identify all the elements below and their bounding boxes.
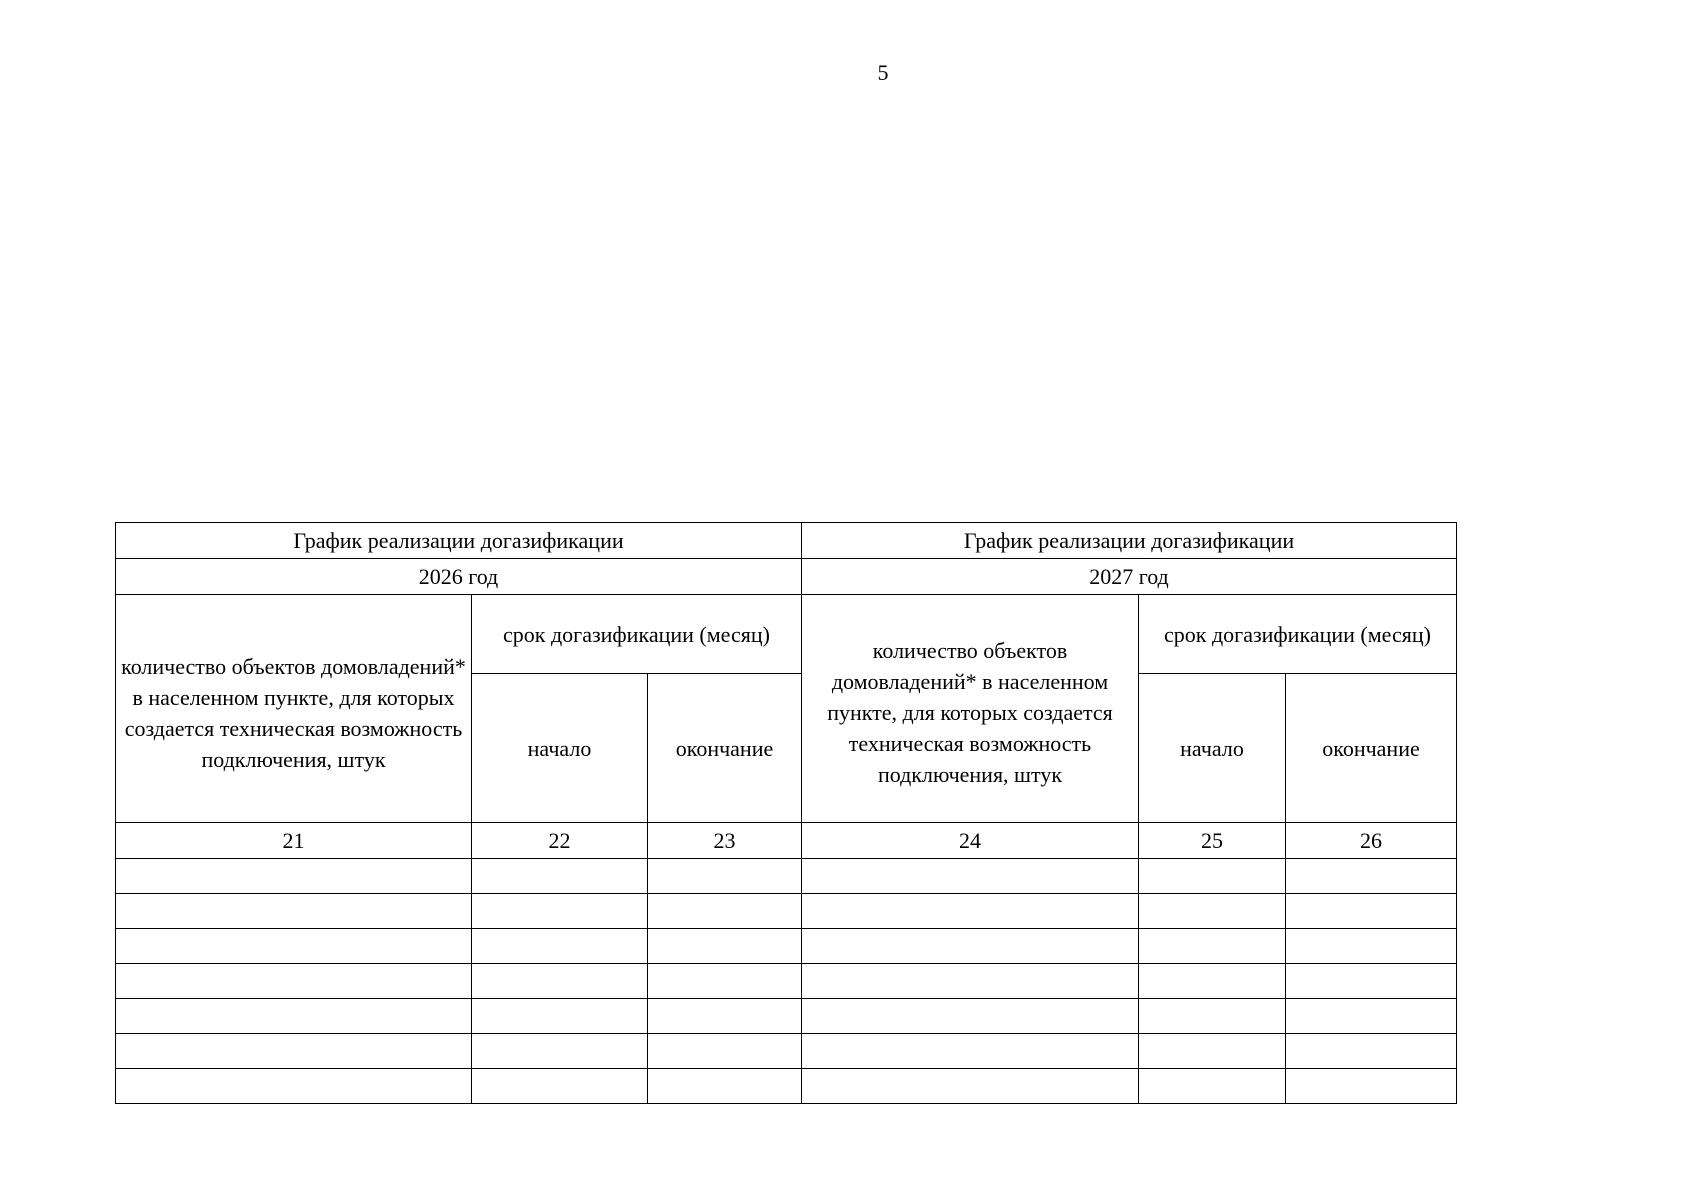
- table-cell: [648, 1069, 802, 1104]
- table-cell: [116, 964, 472, 999]
- table-cell: [472, 1069, 648, 1104]
- table-cell: [116, 894, 472, 929]
- table-cell: [472, 894, 648, 929]
- table-year-row: [116, 559, 1457, 595]
- column-number: 21: [116, 823, 472, 859]
- table-row: [116, 929, 1457, 964]
- table-cell: [116, 1069, 472, 1104]
- table-row: [116, 1069, 1457, 1104]
- column-number: 22: [472, 823, 648, 859]
- table-cell: [648, 1034, 802, 1069]
- table-row: [116, 1034, 1457, 1069]
- schedule-title-2027: График реализации догазификации: [802, 523, 1457, 559]
- table-cell: [116, 999, 472, 1034]
- end-header-2026: окончание: [648, 674, 802, 823]
- table-row: [116, 964, 1457, 999]
- table-row: [116, 894, 1457, 929]
- start-header-2026: начало: [472, 674, 648, 823]
- page-number: 5: [877, 60, 889, 85]
- table-cell: [802, 1034, 1139, 1069]
- table-cell: [1139, 964, 1286, 999]
- table-cell: [1286, 964, 1457, 999]
- table-cell: [1139, 894, 1286, 929]
- year-2027: 2027 год: [802, 559, 1457, 595]
- table-row: [116, 859, 1457, 894]
- table-cell: [472, 964, 648, 999]
- table-cell: [472, 929, 648, 964]
- table-cell: [648, 859, 802, 894]
- table-cell: [802, 999, 1139, 1034]
- table-cell: [802, 1069, 1139, 1104]
- year-2026: 2026 год: [116, 559, 802, 595]
- start-header-2027: начало: [1139, 674, 1286, 823]
- table-cell: [1286, 999, 1457, 1034]
- table-row: [116, 999, 1457, 1034]
- table-cell: [116, 929, 472, 964]
- table-cell: [116, 859, 472, 894]
- table-cell: [1286, 1069, 1457, 1104]
- schedule-title-2026: График реализации догазификации: [116, 523, 802, 559]
- table-cell: [648, 999, 802, 1034]
- table-cell: [1139, 859, 1286, 894]
- table-cell: [116, 1034, 472, 1069]
- table-cell: [802, 929, 1139, 964]
- table-cell: [648, 894, 802, 929]
- table-header-row: [116, 595, 1457, 674]
- column-number: 24: [802, 823, 1139, 859]
- table-cell: [1286, 859, 1457, 894]
- table-cell: [472, 999, 648, 1034]
- table-cell: [1286, 894, 1457, 929]
- table-cell: [648, 929, 802, 964]
- gasification-schedule-table: [115, 522, 1457, 1104]
- count-header-2026: количество объектов домовладений* в населенном пункте, для которых создается техническая возможность подключения, штук: [116, 595, 472, 823]
- table-cell: [1286, 929, 1457, 964]
- table-cell: [802, 894, 1139, 929]
- term-header-2026: срок догазификации (месяц): [472, 595, 802, 674]
- table-cell: [1286, 1034, 1457, 1069]
- table-cell: [472, 1034, 648, 1069]
- table-cell: [472, 859, 648, 894]
- column-number: 26: [1286, 823, 1457, 859]
- table-cell: [1139, 999, 1286, 1034]
- term-header-2027: срок догазификации (месяц): [1139, 595, 1457, 674]
- table-cell: [802, 859, 1139, 894]
- column-number-row: [116, 823, 1457, 859]
- table-cell: [648, 964, 802, 999]
- end-header-2027: окончание: [1286, 674, 1457, 823]
- table-cell: [802, 964, 1139, 999]
- table-cell: [1139, 1069, 1286, 1104]
- column-number: 25: [1139, 823, 1286, 859]
- count-header-2027: количество объектов домовладений* в населенном пункте, для которых создается техническая возможность подключения, штук: [802, 595, 1139, 823]
- table-title-row: [116, 523, 1457, 559]
- table-cell: [1139, 1034, 1286, 1069]
- column-number: 23: [648, 823, 802, 859]
- table-cell: [1139, 929, 1286, 964]
